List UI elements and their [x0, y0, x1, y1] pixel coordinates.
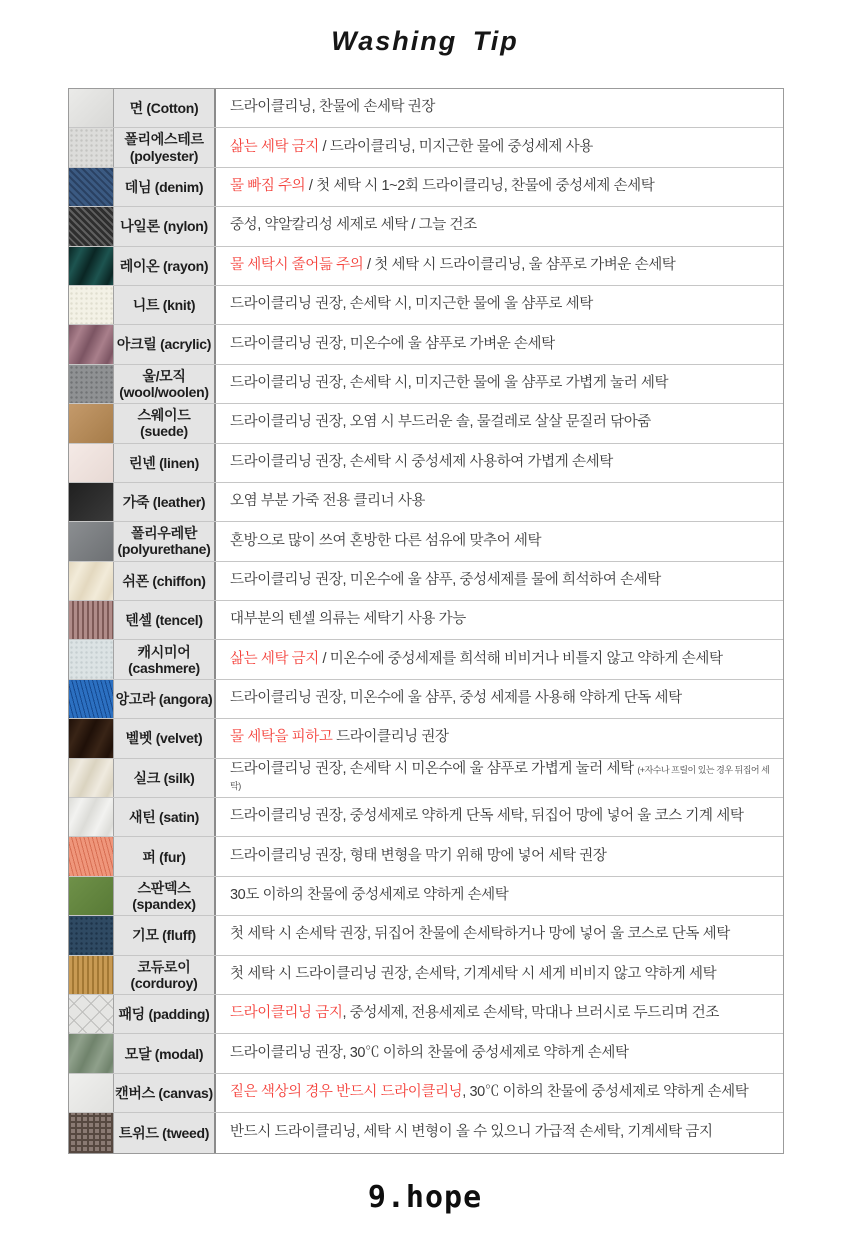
table-row [69, 759, 783, 798]
fabric-name: 스판덱스 (spandex) [132, 879, 196, 912]
washing-instruction: 물 세탁을 피하고 드라이클리닝 권장 [230, 729, 449, 746]
modal-swatch [69, 1034, 114, 1072]
washing-instruction: 드라이클리닝 권장, 30℃ 이하의 찬물에 중성세제로 약하게 손세탁 [230, 1044, 629, 1061]
fabric-name: 쉬폰 (chiffon) [122, 572, 206, 589]
table-row [69, 837, 783, 876]
fabric-name: 레이온 (rayon) [119, 257, 209, 274]
suede-swatch [69, 404, 114, 442]
cashmere-swatch [69, 640, 114, 678]
table-row [69, 1074, 783, 1113]
fabric-name: 폴리에스테르 (polyester) [124, 131, 204, 164]
table-row [69, 325, 783, 364]
fur-swatch [69, 837, 114, 875]
padding-swatch [69, 995, 114, 1033]
table-row [69, 168, 783, 207]
canvas-swatch [69, 1074, 114, 1112]
fabric-name: 실크 (silk) [133, 769, 195, 786]
washing-instruction: 삶는 세탁 금지 / 미온수에 중성세제를 희석해 비비거나 비틀지 않고 약하게 손세탁 [230, 650, 723, 667]
washing-instruction: 물 빠짐 주의 / 첫 세탁 시 1~2회 드라이클리닝, 찬물에 중성세제 손세탁 [230, 178, 655, 194]
table-row [69, 89, 783, 128]
table-row [69, 877, 783, 916]
table-row [69, 1034, 783, 1073]
table-row [69, 365, 783, 404]
fabric-name: 데님 (denim) [124, 178, 204, 195]
table-row [69, 1113, 783, 1152]
fabric-name: 새틴 (satin) [129, 809, 199, 826]
washing-instruction: 30도 이하의 찬물에 중성세제로 약하게 손세탁 [230, 887, 509, 904]
fabric-name: 퍼 (fur) [142, 848, 186, 865]
table-row [69, 680, 783, 719]
washing-instruction: 드라이클리닝 권장, 중성세제로 약하게 단독 세탁, 뒤집어 망에 넣어 울 코스 기계 세탁 [230, 808, 744, 825]
washing-instruction: 드라이클리닝 금지, 중성세제, 전용세제로 손세탁, 막대나 브러시로 두드리며 건조 [230, 1005, 719, 1022]
fabric-name: 캔버스 (canvas) [115, 1084, 213, 1101]
fabric-name: 울/모직 (wool/woolen) [119, 367, 209, 400]
fabric-name: 린넨 (linen) [129, 454, 199, 471]
fabric-name: 앙고라 (angora) [115, 691, 213, 707]
velvet-swatch [69, 719, 114, 757]
acrylic-swatch [69, 325, 114, 363]
fabric-name: 면 (Cotton) [129, 100, 199, 117]
washing-instruction: 드라이클리닝 권장, 형태 변형을 막기 위해 망에 넣어 세탁 권장 [230, 847, 607, 864]
denim-swatch [69, 168, 114, 206]
rayon-swatch [69, 247, 114, 285]
brand-logo: 9.hope [367, 1180, 483, 1215]
washing-instruction: 짙은 색상의 경우 반드시 드라이클리닝, 30℃ 이하의 찬물에 중성세제로 약하게 손세탁 [230, 1083, 749, 1100]
table-row [69, 798, 783, 837]
washing-instruction: 혼방으로 많이 쓰여 혼방한 다른 섬유에 맞추어 세탁 [230, 532, 542, 549]
table-row [69, 956, 783, 995]
fabric-name: 나일론 (nylon) [120, 218, 208, 235]
washing-instruction: 드라이클리닝 권장, 손세탁 시 중성세제 사용하여 가볍게 손세탁 [230, 453, 613, 470]
table-row [69, 404, 783, 443]
fabric-name: 니트 (knit) [132, 297, 196, 314]
fabric-name: 폴리우레탄 (polyurethane) [117, 525, 211, 558]
washing-instruction: 드라이클리닝 권장, 미온수에 울 샴푸, 중성 세제를 사용해 약하게 단독 세탁 [230, 690, 682, 707]
table-row [69, 444, 783, 483]
washing-instruction: 드라이클리닝 권장, 오염 시 부드러운 솔, 물걸레로 살살 문질러 닦아줌 [230, 414, 651, 431]
knit-swatch [69, 286, 114, 324]
nylon-swatch [69, 207, 114, 245]
washing-instruction: 첫 세탁 시 손세탁 권장, 뒤집어 찬물에 손세탁하거나 망에 넣어 울 코스로 단독 세탁 [230, 926, 730, 943]
table-row [69, 247, 783, 286]
fabric-name: 패딩 (padding) [118, 1006, 210, 1023]
table-row [69, 562, 783, 601]
table-row [69, 640, 783, 679]
fabric-name: 가죽 (leather) [122, 494, 206, 511]
table-row [69, 207, 783, 246]
leather-swatch [69, 483, 114, 521]
cotton-swatch [69, 89, 114, 127]
table-row [69, 601, 783, 640]
washing-instruction: 드라이클리닝 권장, 미온수에 울 샴푸로 가벼운 손세탁 [230, 335, 555, 352]
fabric-name: 트위드 (tweed) [118, 1124, 210, 1141]
washing-instruction: 드라이클리닝, 찬물에 손세탁 권장 [230, 99, 436, 116]
spandex-swatch [69, 877, 114, 915]
fabric-name: 텐셀 (tencel) [125, 612, 203, 629]
washing-instruction: 삶는 세탁 금지 / 드라이클리닝, 미지근한 물에 중성세제 사용 [230, 138, 593, 155]
fluff-swatch [69, 916, 114, 954]
tweed-swatch [69, 1113, 114, 1152]
washing-instruction: 드라이클리닝 권장, 손세탁 시, 미지근한 물에 울 샴푸로 가볍게 눌러 세탁 [230, 374, 669, 391]
fabric-name: 모달 (modal) [124, 1045, 204, 1062]
washing-instruction: 드라이클리닝 권장, 손세탁 시 미온수에 울 샴푸로 가볍게 눌러 세탁 (+자수나 프릴이 있는 경우 뒤집어 세탁) [230, 760, 770, 791]
washing-instruction: 물 세탁시 줄어듦 주의 / 첫 세탁 시 드라이클리닝, 울 샴푸로 가벼운 손세탁 [230, 256, 676, 273]
table-row [69, 916, 783, 955]
washing-instruction: 드라이클리닝 권장, 미온수에 울 샴푸, 중성세제를 물에 희석하여 손세탁 [230, 571, 661, 588]
polyester-swatch [69, 128, 114, 166]
fabric-name: 아크릴 (acrylic) [116, 336, 212, 353]
washing-instruction: 중성, 약알칼리성 세제로 세탁 / 그늘 건조 [230, 217, 477, 234]
fabric-name: 스웨이드 (suede) [137, 407, 191, 440]
fabric-name: 코듀로이 (corduroy) [130, 958, 198, 991]
washing-instruction: 오염 부분 가죽 전용 클리너 사용 [230, 493, 426, 510]
table-row [69, 286, 783, 325]
washing-instruction: 드라이클리닝 권장, 손세탁 시, 미지근한 물에 울 샴푸로 세탁 [230, 296, 593, 313]
fabric-name: 캐시미어 (cashmere) [128, 643, 200, 676]
chiffon-swatch [69, 562, 114, 600]
table-row [69, 128, 783, 167]
table-row [69, 483, 783, 522]
angora-swatch [69, 680, 114, 718]
satin-swatch [69, 798, 114, 836]
wool-swatch [69, 365, 114, 403]
table-row [69, 995, 783, 1034]
tencel-swatch [69, 601, 114, 639]
washing-instruction: 첫 세탁 시 드라이클리닝 권장, 손세탁, 기계세탁 시 세게 비비지 않고 약하게 세탁 [230, 965, 717, 982]
corduroy-swatch [69, 956, 114, 994]
table-row [69, 719, 783, 758]
fabric-name: 기모 (fluff) [132, 927, 196, 944]
polyurethane-swatch [69, 522, 114, 560]
washing-instruction: 반드시 드라이클리닝, 세탁 시 변형이 올 수 있으니 가급적 손세탁, 기계세탁 금지 [230, 1123, 713, 1140]
page-title: Washing Tip [331, 26, 519, 56]
table-row [69, 522, 783, 561]
silk-swatch [69, 759, 114, 797]
linen-swatch [69, 444, 114, 482]
fabric-name: 벨벳 (velvet) [125, 730, 203, 747]
washing-table [68, 88, 784, 1154]
washing-instruction: 대부분의 텐셀 의류는 세탁기 사용 가능 [230, 611, 466, 628]
